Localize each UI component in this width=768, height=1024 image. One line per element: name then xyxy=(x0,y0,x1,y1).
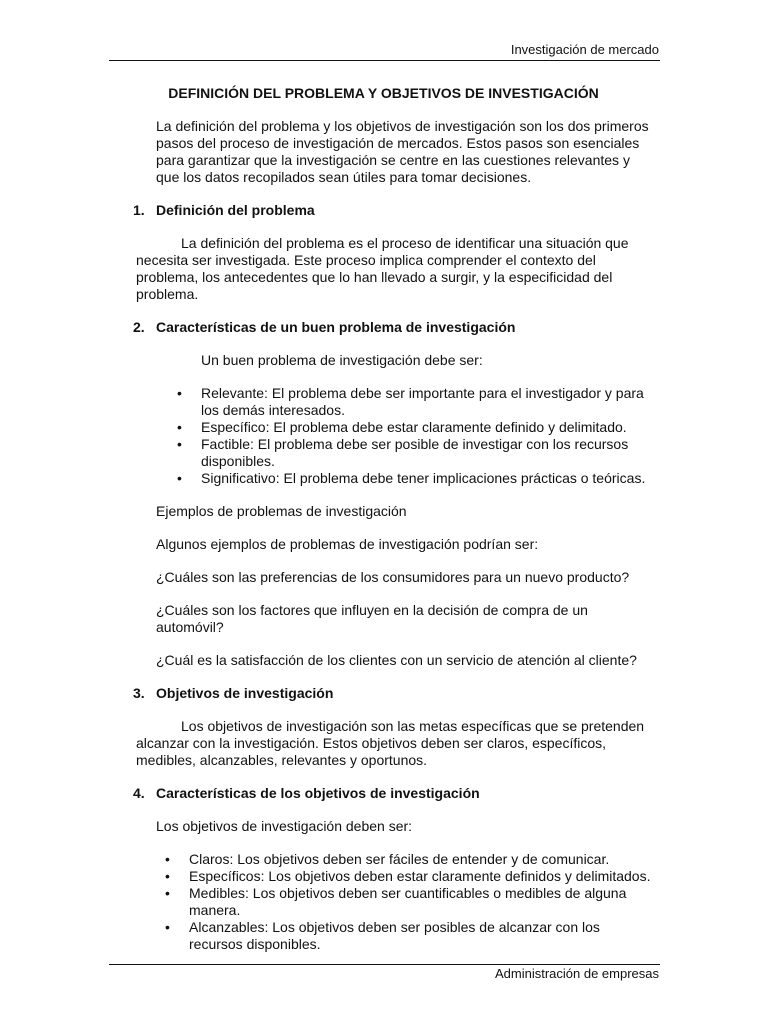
examples-title: Ejemplos de problemas de investigación xyxy=(156,503,407,519)
footer-rule xyxy=(109,964,660,965)
bullet-icon: • xyxy=(165,851,170,867)
section-2-lead: Un buen problema de investigación debe ser: xyxy=(201,352,483,368)
example-question: ¿Cuáles son las preferencias de los consumidores para un nuevo producto? xyxy=(156,569,630,585)
list-item-text: Medibles: Los objetivos deben ser cuantificables o medibles de alguna manera. xyxy=(189,885,627,918)
list-item xyxy=(177,436,656,470)
list-item xyxy=(177,470,656,487)
list-item-text: Significativo: El problema debe tener implicaciones prácticas o teóricas. xyxy=(201,470,646,486)
section-4-title: Características de los objetivos de investigación xyxy=(156,785,480,801)
document-title: DEFINICIÓN DEL PROBLEMA Y OBJETIVOS DE INVESTIGACIÓN xyxy=(168,85,599,101)
bullet-icon: • xyxy=(177,436,182,452)
header-rule xyxy=(109,60,660,61)
section-4-bullet-list xyxy=(156,851,656,953)
section-3-title: Objetivos de investigación xyxy=(156,685,334,701)
list-item xyxy=(177,385,656,419)
document-body xyxy=(133,85,656,969)
section-4-number: 4. xyxy=(133,785,145,801)
page-header: Investigación de mercado xyxy=(510,42,659,57)
intro-paragraph: La definición del problema y los objetivos de investigación son los dos primeros pasos del proceso de investigación de mercados. Estos pasos son esenciales para garantizar que la investigación se centre en las cuestiones relevantes y que los datos recopilados sean útiles para tomar decisiones. xyxy=(156,118,649,185)
section-3-paragraph: Los objetivos de investigación son las metas específicas que se pretenden alcanzar con la investigación. Estos objetivos deben ser claros, específicos, medibles, alcanzables, relevantes y oportunos. xyxy=(136,718,645,768)
section-4-lead: Los objetivos de investigación deben ser: xyxy=(156,818,413,834)
section-4-heading xyxy=(133,785,656,802)
bullet-icon: • xyxy=(177,419,182,435)
list-item xyxy=(165,919,656,953)
bullet-icon: • xyxy=(165,919,170,935)
example-question: ¿Cuáles son los factores que influyen en la decisión de compra de un automóvil? xyxy=(156,602,588,635)
bullet-icon: • xyxy=(177,385,182,401)
list-item-text: Específicos: Los objetivos deben estar claramente definidos y delimitados. xyxy=(189,868,651,884)
bullet-icon: • xyxy=(165,885,170,901)
list-item xyxy=(165,851,656,868)
section-2-number: 2. xyxy=(133,319,145,335)
list-item-text: Específico: El problema debe estar claramente definido y delimitado. xyxy=(201,419,627,435)
section-1-paragraph: La definición del problema es el proceso de identificar una situación que necesita ser investigada. Este proceso implica comprender el contexto del problema, los antecedentes que lo han llevado a surgir, y la especificidad del problema. xyxy=(136,235,629,302)
list-item xyxy=(165,868,656,885)
section-1-title: Definición del problema xyxy=(156,202,315,218)
list-item xyxy=(177,419,656,436)
list-item-text: Relevante: El problema debe ser importante para el investigador y para los demás interesados. xyxy=(201,385,644,418)
bullet-icon: • xyxy=(177,470,182,486)
section-1-heading xyxy=(133,202,656,219)
section-2-heading xyxy=(133,319,656,336)
list-item-text: Factible: El problema debe ser posible de investigar con los recursos disponibles. xyxy=(201,436,629,469)
bullet-icon: • xyxy=(165,868,170,884)
section-1-number: 1. xyxy=(133,202,145,218)
example-question: ¿Cuál es la satisfacción de los clientes con un servicio de atención al cliente? xyxy=(156,652,637,668)
section-2-bullet-list xyxy=(156,385,656,487)
section-3-number: 3. xyxy=(133,685,145,701)
examples-lead: Algunos ejemplos de problemas de investigación podrían ser: xyxy=(156,536,539,552)
page-footer: Administración de empresas xyxy=(494,966,659,981)
list-item-text: Alcanzables: Los objetivos deben ser posibles de alcanzar con los recursos disponibles. xyxy=(189,919,600,952)
section-2-title: Características de un buen problema de investigación xyxy=(156,319,516,335)
list-item-text: Claros: Los objetivos deben ser fáciles de entender y de comunicar. xyxy=(189,851,610,867)
list-item xyxy=(165,885,656,919)
section-3-heading xyxy=(133,685,656,702)
